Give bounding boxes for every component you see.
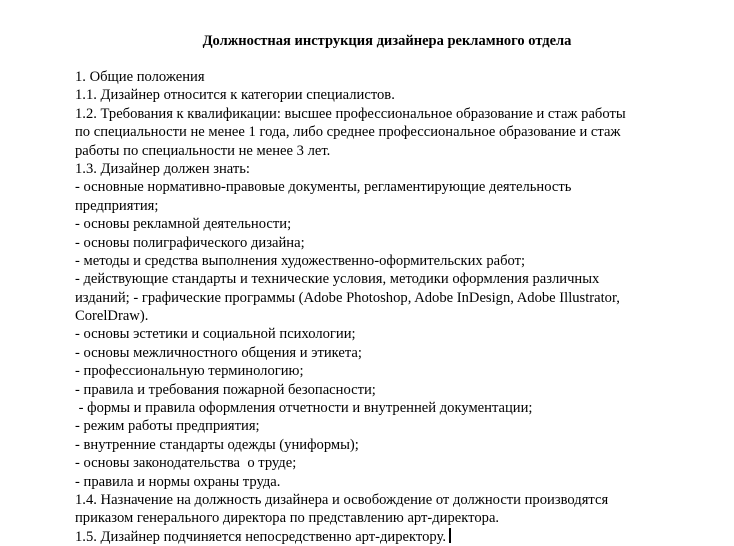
paragraph-line: 1.1. Дизайнер относится к категории специалистов. [75,87,395,104]
paragraph-line: приказом генерального директора по представлению арт-директора. [75,510,500,527]
list-item-line: - методы и средства выполнения художественно-оформительских работ; [75,252,526,269]
last-line [75,528,715,546]
list-item-line: CorelDraw). [75,308,149,325]
list-item-line: - правила и требования пожарной безопасности; [75,381,376,398]
paragraph-line: 1.4. Назначение на должность дизайнера и освобождение от должности производятся [75,491,609,508]
list-item-line: - внутренние стандарты одежды (униформы); [75,436,359,453]
list-item-line: - основы межличностного общения и этикета; [75,344,362,361]
list-item-line: - основные нормативно-правовые документы, регламентирующие деятельность [75,179,572,196]
list-item-line: изданий; - графические программы (Adobe Photoshop, Adobe InDesign, Adobe Illustrator, [75,289,620,306]
paragraph-line: 1.3. Дизайнер должен знать: [75,160,250,177]
list-item-line: - режим работы предприятия; [75,418,260,435]
paragraph-line: 1.2. Требования к квалификации: высшее профессиональное образование и стаж работы [75,105,626,122]
list-item-line: - основы рекламной деятельности; [75,216,292,233]
list-item-line: - основы эстетики и социальной психологии; [75,326,356,343]
text-cursor [449,528,451,543]
list-item-line: - формы и правила оформления отчетности и внутренней документации; [75,400,533,417]
list-item-line: - основы полиграфического дизайна; [75,234,305,251]
paragraph-line: 1.5. Дизайнер подчиняется непосредственно арт-директору. [75,528,446,545]
list-item-line: - основы законодательства о труде; [75,455,297,472]
list-item-line: предприятия; [75,197,159,214]
paragraph-line: работы по специальности не менее 3 лет. [75,142,331,159]
document-body[interactable] [75,68,715,546]
document-title: Должностная инструкция дизайнера рекламного отдела [202,33,572,49]
list-item-line: - правила и нормы охраны труда. [75,473,281,490]
list-item-line: - профессиональную терминологию; [75,363,304,380]
list-item-line: - действующие стандарты и технические условия, методики оформления различных [75,271,600,288]
paragraph-line: по специальности не менее 1 года, либо среднее профессиональное образование и стаж [75,124,621,141]
section-heading: 1. Общие положения [75,69,205,85]
